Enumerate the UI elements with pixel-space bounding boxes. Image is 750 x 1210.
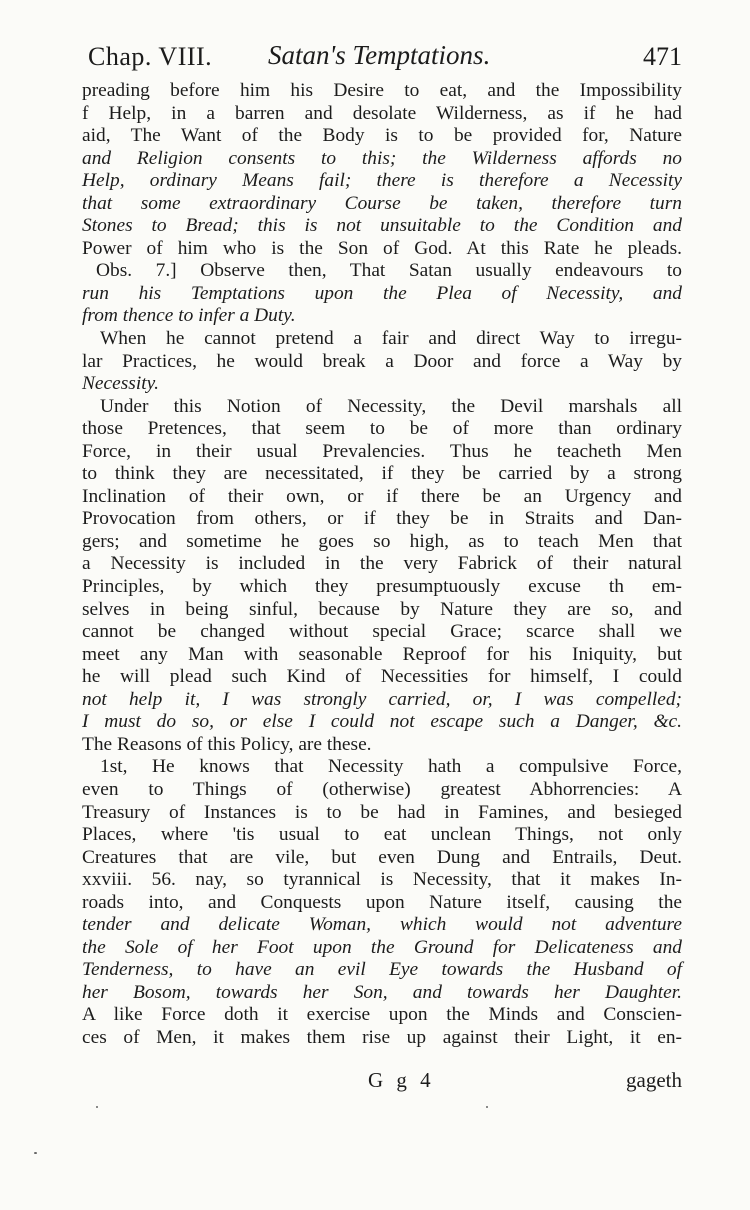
text-line: Places, where 'tis usual to eat unclean Things, not only — [82, 824, 682, 846]
text-line: I must do so, or else I could not escape such a Danger, &c. — [82, 711, 682, 733]
text-line: the Sole of her Foot upon the Ground for Delicateness and — [82, 936, 682, 958]
text-line: those Pretences, that seem to be of more than ordinary — [82, 418, 682, 440]
text-line: Creatures that are vile, but even Dung and Entrails, Deut. — [82, 846, 682, 868]
text-line: Force, in their usual Prevalencies. Thus he teacheth Men — [82, 440, 682, 462]
text-line: preading before him his Desire to eat, and the Impossibility — [82, 80, 682, 101]
text-line: that some extraordinary Course be taken, therefore turn — [82, 192, 682, 214]
text-line: Provocation from others, or if they be in Straits and Dan- — [82, 508, 682, 530]
text-line: aid, The Want of the Body is to be provided for, Nature — [82, 125, 682, 147]
text-line: ces of Men, it makes them rise up against their Light, it en- — [82, 1026, 682, 1048]
ink-speck — [34, 1152, 37, 1154]
text-line: cannot be changed without special Grace; scarce shall we — [82, 621, 682, 643]
text-line: selves in being sinful, because by Nature they are so, and — [82, 598, 682, 620]
page-footer — [82, 1068, 682, 1098]
text-line: xxviii. 56. nay, so tyrannical is Necessity, that it makes In- — [82, 869, 682, 891]
text-line: not help it, I was strongly carried, or, I was compelled; — [82, 688, 682, 710]
ink-speck — [486, 1106, 488, 1108]
text-line: lar Practices, he would break a Door and force a Way by — [82, 350, 682, 372]
chapter-heading: Chap. VIII. — [88, 42, 213, 71]
signature-mark: G g 4 — [368, 1068, 435, 1092]
text-line: run his Temptations upon the Plea of Necessity, and — [82, 282, 682, 304]
text-line: When he cannot pretend a fair and direct Way to irregu- — [100, 328, 682, 350]
text-line: Stones to Bread; this is not unsuitable to the Condition and — [82, 215, 682, 237]
ink-speck — [96, 1106, 98, 1108]
text-line: The Reasons of this Policy, are these. — [82, 733, 372, 755]
text-line: roads into, and Conquests upon Nature itself, causing the — [82, 891, 682, 913]
text-line: Tenderness, to have an evil Eye towards the Husband of — [82, 959, 682, 981]
text-line: A like Force doth it exercise upon the Minds and Conscien- — [82, 1004, 682, 1026]
running-title: Satan's Temptations. — [268, 40, 491, 70]
text-line: Obs. 7.] Observe then, That Satan usually endeavours to — [96, 260, 682, 282]
text-line: Help, ordinary Means fail; there is therefore a Necessity — [82, 170, 682, 192]
page-number: 471 — [643, 42, 682, 71]
text-line: her Bosom, towards her Son, and towards her Daughter. — [82, 981, 682, 1003]
text-line: a Necessity is included in the very Fabrick of their natural — [82, 553, 682, 575]
text-line: Treasury of Instances is to be had in Famines, and besieged — [82, 801, 682, 823]
text-line: f Help, in a barren and desolate Wilderness, as if he had — [82, 102, 682, 124]
text-line: tender and delicate Woman, which would not adventure — [82, 914, 682, 936]
text-line: to think they are necessitated, if they be carried by a strong — [82, 463, 682, 485]
body-text — [82, 80, 682, 1050]
text-line: meet any Man with seasonable Reproof for his Iniquity, but — [82, 643, 682, 665]
text-line: Principles, by which they presumptuously excuse th em- — [82, 576, 682, 598]
text-line: he will plead such Kind of Necessities for himself, I could — [82, 666, 682, 688]
text-line: 1st, He knows that Necessity hath a compulsive Force, — [100, 756, 682, 778]
text-line: even to Things of (otherwise) greatest Abhorrencies: A — [82, 778, 682, 800]
text-line: Under this Notion of Necessity, the Devil marshals all — [100, 395, 682, 417]
text-line: gers; and sometime he goes so high, as to teach Men that — [82, 530, 682, 552]
text-line: Power of him who is the Son of God. At this Rate he pleads. — [82, 237, 682, 259]
running-header — [88, 38, 684, 82]
text-line: and Religion consents to this; the Wilderness affords no — [82, 147, 682, 169]
text-line: Inclination of their own, or if there be an Urgency and — [82, 485, 682, 507]
text-line: from thence to infer a Duty. — [82, 305, 296, 327]
text-line: Necessity. — [82, 373, 160, 395]
catchword: gageth — [626, 1068, 682, 1092]
